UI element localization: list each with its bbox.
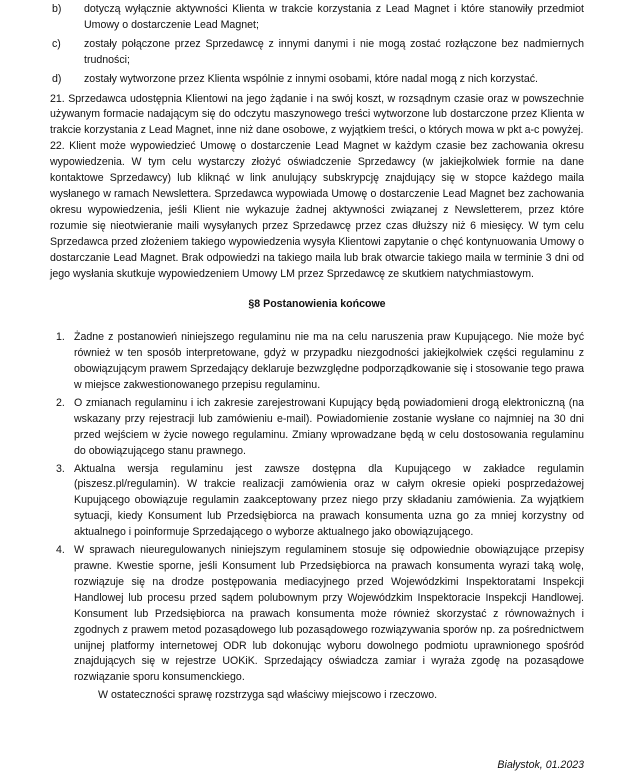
list-item-marker: b) <box>52 3 62 15</box>
list-item-text: zostały wytworzone przez Klienta wspólnie z innymi osobami, które nadal mogą z nich korzystać. <box>84 72 538 85</box>
sub-item-list <box>50 2 584 88</box>
list-item <box>50 37 584 69</box>
list-item-text: W sprawach nieuregulowanych niniejszym regulaminem stosuje się odpowiednie obowiązujące przepisy prawne. Kwestie sporne, jeśli Konsument lub Przedsiębiorca na prawach konsumenta wyrazi taką wolę, rozwiązuje się na drodze postępowania mediacyjnego przed Wojewódzkimi Inspektoratami Inspekcji Handlowej lub procesu przed sądem polubownym przy Wojewódzkim Inspektoracie Inspekcji Handlowej. Konsument lub Przedsiębiorca na prawach konsumenta może również skorzystać z równoważnych i zgodnych z prawem metod pozasądowego lub pozasądowego rozwiązywania sporów np. za pośrednictwem unijnej platformy internetowej ODR lub dokonując wyboru dowolnego podmiotu uprawnionego spośród znajdujących się w rejestrze UOKiK. Sprzedający oświadcza zamiar i wyraża zgodę na pozasądowe rozwiązanie sporu konsumenckiego. <box>74 544 584 684</box>
list-item <box>50 330 584 394</box>
list-item-marker: c) <box>52 37 61 50</box>
list-item <box>50 396 584 460</box>
list-item-text: Żadne z postanowień niniejszego regulaminu nie ma na celu naruszenia praw Kupującego. Nie może być również w ten sposób interpretowane, gdyż w przypadku niezgodności jakiejkolwiek części regulaminu z obowiązującym prawem Sprzedający deklaruje bezwzględne podporządkowanie się i stosowanie tego prawa w miejsce zakwestionowanego przepisu regulaminu. <box>74 331 584 392</box>
list-item-marker: 2. <box>56 396 65 409</box>
place-date: Białystok, 01.2023 <box>497 759 584 771</box>
final-provisions-list <box>50 330 584 686</box>
list-item-marker: 3. <box>56 462 65 475</box>
list-item-text: dotyczą wyłącznie aktywności Klienta w trakcie korzystania z Lead Magnet i które stanowiły przedmiot Umowy o dostarczenie Lead Magnet; <box>84 3 584 31</box>
list-item-text: O zmianach regulaminu i ich zakresie zarejestrowani Kupujący będą powiadomieni drogą elektroniczną (na wskazany przy rejestracji lub zamówieniu e-mail). Powiadomienie zostanie wysłane co najmniej na 30 dni przed wejściem w życie nowego regulaminu. Zmiany wprowadzane będą w celu dostosowania regulaminu do obowiązującego stanu prawnego. <box>74 396 584 457</box>
section-heading: §8 Postanowienia końcowe <box>248 298 386 311</box>
list-item-marker: d) <box>52 72 62 85</box>
paragraph-21: 21. Sprzedawca udostępnia Klientowi na jego żądanie i na swój koszt, w rozsądnym czasie oraz w powszechnie używanym formacie nadającym się do odczytu maszynowego treści wytworzone lub dostarczone przez Klienta w trakcie korzystania z Lead Magnet, inne niż dane osobowe, z wyjątkiem treści, o których mowa w pkt a-c powyżej. <box>50 92 584 137</box>
list-item <box>50 462 584 542</box>
list-item <box>50 2 584 34</box>
list-item <box>50 72 584 88</box>
list-item-marker: 1. <box>56 331 65 344</box>
paragraph-22: 22. Klient może wypowiedzieć Umowę o dostarczenie Lead Magnet w każdym czasie bez zachowania okresu wypowiedzenia. W tym celu wystarczy złożyć oświadczenie Sprzedawcy (w jakiejkolwiek formie na dane kontaktowe Sprzedawcy) lub kliknąć w link anulujący subskrypcję znajdujący się w stopce każdego maila wysłanego w ramach Newslettera. Sprzedawca wypowiada Umowę o dostarczenie Lead Magnet bez zachowania okresu wypowiedzenia, jeśli Klient nie wykazuje żadnej aktywności związanej z Newsletterem, przez które rozumie się nieotwieranie maili wysyłanych przez Sprzedawcę przez czas dłuższy niż 6 miesięcy. W tym celu Sprzedawca przed złożeniem takiego wypowiedzenia wysyła Klientowi zapytanie o chęć kontynuowania Umowy o dostarczanie Lead Magnet. Brak odpowiedzi na takiego maila lub brak otwarcie takiego maila w terminie 3 dni od jego wysłania skutkuje wypowiedzeniem Umowy LM przez Sprzedawcę ze skutkiem natychmiastowym. <box>50 140 584 280</box>
list-item-marker: 4. <box>56 544 65 557</box>
closing-sentence: W ostateczności sprawę rozstrzyga sąd właściwy miejscowo i rzeczowo. <box>98 689 438 702</box>
list-item <box>50 543 584 686</box>
list-item-text: Aktualna wersja regulaminu jest zawsze dostępna dla Kupującego w zakładce regulamin (piszesz.pl/regulamin). W trakcie realizacji zamówienia oraz w całym okresie opieki posprzedażowej Kupującego obowiązuje regulamin zaakceptowany przez niego przy składaniu zamówienia. Za wyjątkiem sytuacji, kiedy Konsument lub Przedsiębiorca na prawach konsumenta uzna go za mniej korzystny od aktualnego i poinformuje Sprzedającego o wyborze aktualnego jako obowiązującego. <box>74 462 584 539</box>
list-item-text: zostały połączone przez Sprzedawcę z innymi danymi i nie mogą zostać rozłączone bez nadmiernych trudności; <box>84 37 584 66</box>
